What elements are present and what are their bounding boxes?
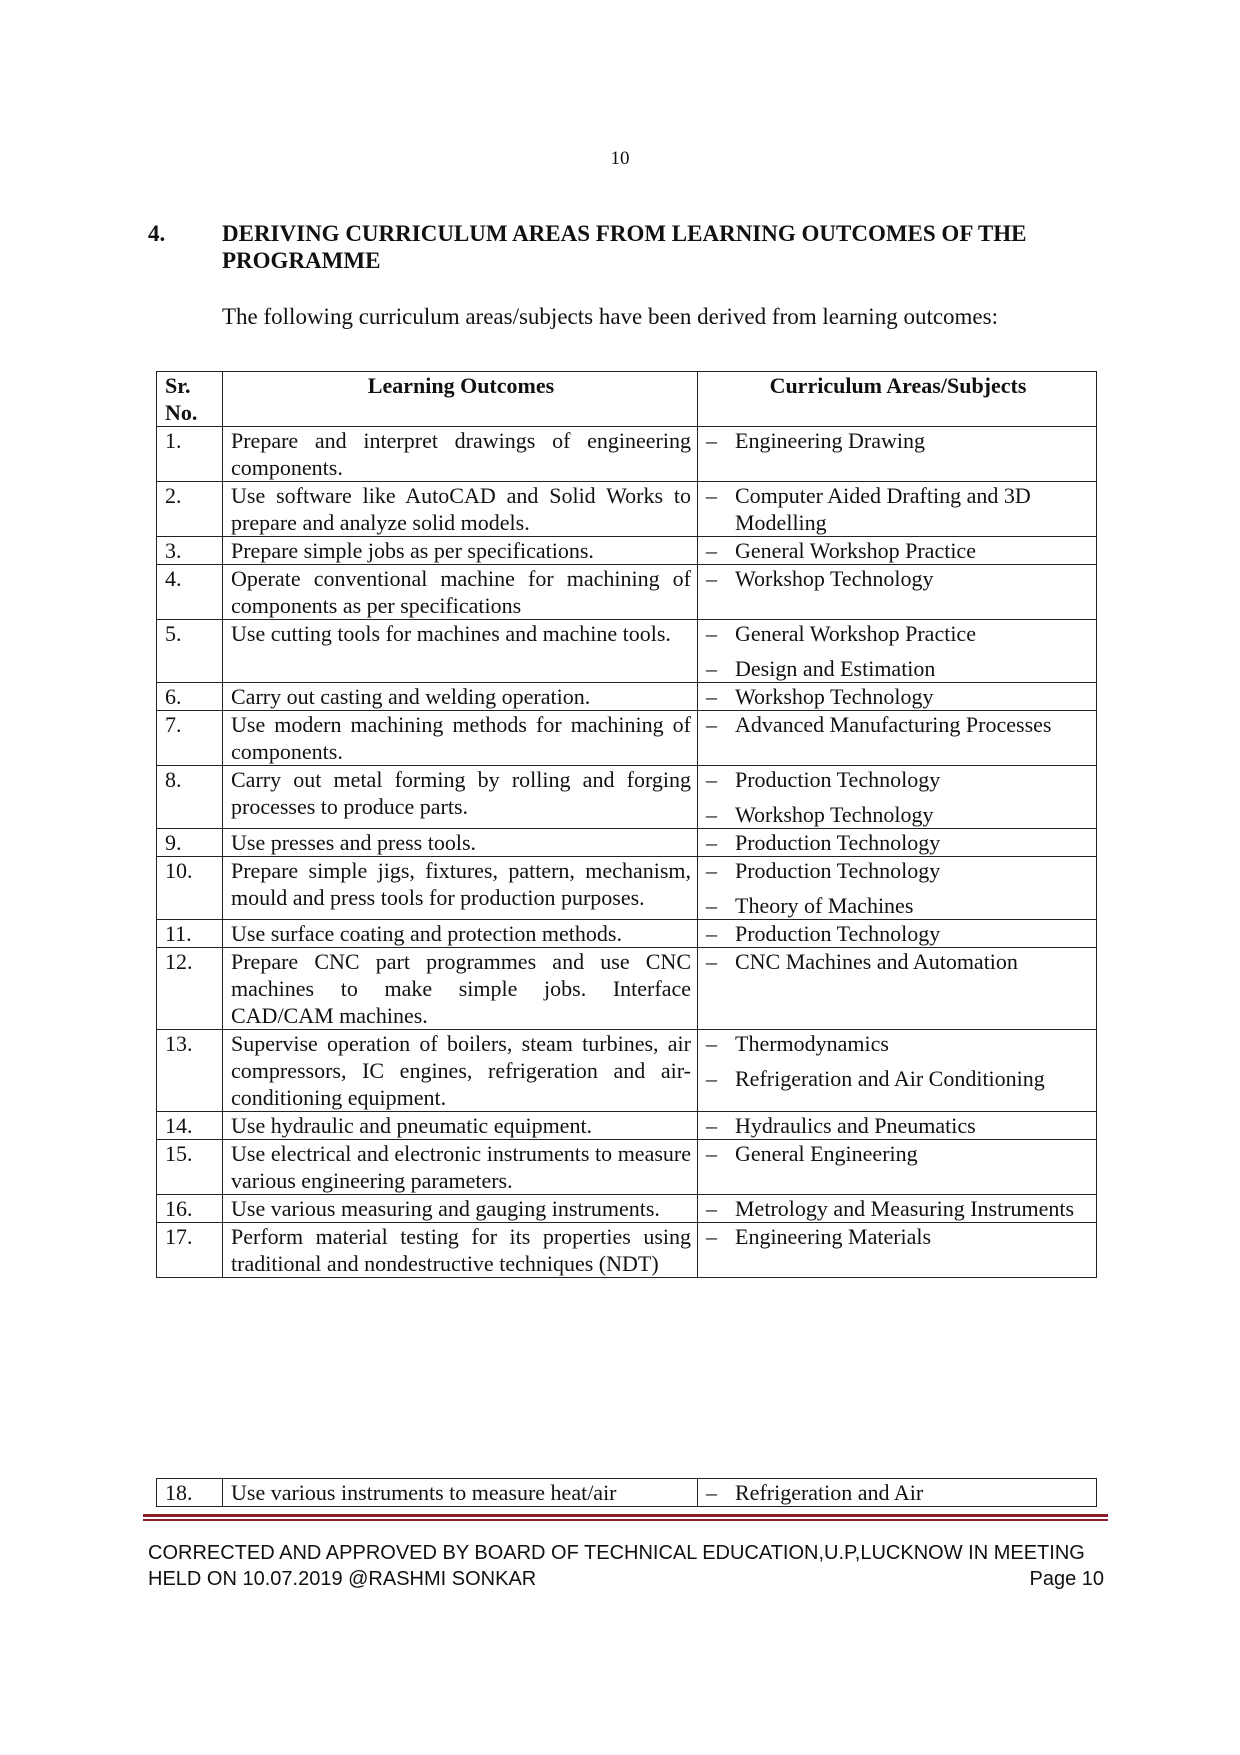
table-row	[157, 948, 1097, 1030]
dash-bullet: –	[706, 830, 717, 855]
header-learning-outcomes: Learning Outcomes	[223, 372, 698, 427]
row-sr-no: 9.	[157, 829, 223, 857]
row-curriculum-areas	[698, 766, 1097, 829]
dash-bullet: –	[706, 1066, 717, 1091]
row-learning-outcome: Use electrical and electronic instruments to measure various engineering parameters.	[223, 1140, 698, 1195]
row-learning-outcome: Prepare simple jobs as per specifications.	[223, 537, 698, 565]
subject-label: Production Technology	[735, 921, 941, 946]
dash-bullet: –	[706, 1224, 717, 1249]
footer-line-1: CORRECTED AND APPROVED BY BOARD OF TECHNICAL EDUCATION,U.P,LUCKNOW IN MEETING	[148, 1542, 1085, 1564]
table-row	[157, 766, 1097, 829]
subject-item	[706, 482, 1090, 536]
section-heading	[148, 220, 1098, 274]
dash-bullet: –	[706, 1031, 717, 1056]
row-curriculum-areas	[698, 711, 1097, 766]
subject-label: Advanced Manufacturing Processes	[735, 712, 1052, 737]
subject-label: CNC Machines and Automation	[735, 949, 1018, 974]
row-learning-outcome: Use presses and press tools.	[223, 829, 698, 857]
row-sr-no: 1.	[157, 427, 223, 482]
subject-item	[706, 565, 1090, 592]
dash-bullet: –	[706, 802, 717, 827]
row-learning-outcome: Supervise operation of boilers, steam turbines, air compressors, IC engines, refrigeration and air-conditioning equipment.	[223, 1030, 698, 1112]
subject-label: Production Technology	[735, 830, 941, 855]
row-curriculum-areas	[698, 482, 1097, 537]
table-row	[157, 537, 1097, 565]
table-row	[157, 620, 1097, 683]
row-sr-no: 7.	[157, 711, 223, 766]
subject-label: Design and Estimation	[735, 656, 936, 681]
dash-bullet: –	[706, 1196, 717, 1221]
table-row	[157, 857, 1097, 920]
subject-label: Engineering Materials	[735, 1224, 932, 1249]
row-learning-outcome: Carry out casting and welding operation.	[223, 683, 698, 711]
subject-label: General Workshop Practice	[735, 621, 976, 646]
subject-label: Production Technology	[735, 858, 941, 883]
row-sr-no: 15.	[157, 1140, 223, 1195]
row-curriculum-areas	[698, 829, 1097, 857]
subject-label: Production Technology	[735, 767, 941, 792]
row-learning-outcome: Use various measuring and gauging instruments.	[223, 1195, 698, 1223]
table-row	[157, 1195, 1097, 1223]
subject-label: General Engineering	[735, 1141, 918, 1166]
table-row	[157, 829, 1097, 857]
row-learning-outcome: Use cutting tools for machines and machine tools.	[223, 620, 698, 683]
dash-bullet: –	[706, 566, 717, 591]
row-curriculum-areas	[698, 537, 1097, 565]
table-body	[157, 427, 1097, 1278]
subject-item	[706, 655, 1090, 682]
footer	[148, 1540, 1104, 1592]
row-curriculum-areas	[698, 920, 1097, 948]
subject-label: Theory of Machines	[735, 893, 914, 918]
row-curriculum-areas	[698, 1479, 1097, 1507]
row-learning-outcome: Prepare and interpret drawings of engineering components.	[223, 427, 698, 482]
row-learning-outcome: Carry out metal forming by rolling and forging processes to produce parts.	[223, 766, 698, 829]
subject-label: Refrigeration and Air Conditioning	[735, 1066, 1045, 1091]
row-sr-no: 13.	[157, 1030, 223, 1112]
dash-bullet: –	[706, 656, 717, 681]
subject-item	[706, 920, 1090, 947]
subject-label: Workshop Technology	[735, 684, 934, 709]
dash-bullet: –	[706, 767, 717, 792]
subject-label: Refrigeration and Air	[735, 1480, 924, 1505]
subject-label: Thermodynamics	[735, 1031, 889, 1056]
table-row	[157, 711, 1097, 766]
row-learning-outcome: Prepare simple jigs, fixtures, pattern, mechanism, mould and press tools for production purposes.	[223, 857, 698, 920]
table-row	[157, 482, 1097, 537]
table-row	[157, 1030, 1097, 1112]
dash-bullet: –	[706, 921, 717, 946]
table-body-continued	[157, 1479, 1097, 1507]
table-row	[157, 427, 1097, 482]
row-sr-no: 5.	[157, 620, 223, 683]
outcomes-table	[156, 371, 1097, 1278]
row-sr-no: 16.	[157, 1195, 223, 1223]
subject-item	[706, 766, 1090, 793]
subject-item	[706, 620, 1090, 647]
section-intro: The following curriculum areas/subjects have been derived from learning outcomes:	[222, 304, 998, 329]
subject-item	[706, 1195, 1090, 1222]
dash-bullet: –	[706, 1480, 717, 1505]
dash-bullet: –	[706, 1141, 717, 1166]
row-curriculum-areas	[698, 1030, 1097, 1112]
footer-line-2: HELD ON 10.07.2019 @RASHMI SONKAR	[148, 1568, 537, 1590]
subject-item	[706, 1065, 1090, 1092]
table-row	[157, 1140, 1097, 1195]
row-learning-outcome: Operate conventional machine for machining of components as per specifications	[223, 565, 698, 620]
row-curriculum-areas	[698, 857, 1097, 920]
footer-rule-bottom	[143, 1519, 1108, 1521]
subject-item	[706, 1223, 1090, 1250]
row-learning-outcome: Use hydraulic and pneumatic equipment.	[223, 1112, 698, 1140]
subject-item	[706, 1112, 1090, 1139]
subject-label: Computer Aided Drafting and 3D Modelling	[735, 483, 1031, 535]
row-sr-no: 6.	[157, 683, 223, 711]
dash-bullet: –	[706, 893, 717, 918]
subject-item	[706, 857, 1090, 884]
dash-bullet: –	[706, 949, 717, 974]
subject-item	[706, 1479, 1090, 1506]
dash-bullet: –	[706, 428, 717, 453]
row-sr-no: 8.	[157, 766, 223, 829]
table-row	[157, 1479, 1097, 1507]
row-sr-no: 10.	[157, 857, 223, 920]
dash-bullet: –	[706, 712, 717, 737]
header-curriculum-areas: Curriculum Areas/Subjects	[698, 372, 1097, 427]
subject-label: Hydraulics and Pneumatics	[735, 1113, 976, 1138]
dash-bullet: –	[706, 621, 717, 646]
dash-bullet: –	[706, 684, 717, 709]
subject-label: Metrology and Measuring Instruments	[735, 1196, 1075, 1221]
row-curriculum-areas	[698, 948, 1097, 1030]
row-sr-no: 14.	[157, 1112, 223, 1140]
row-learning-outcome: Perform material testing for its properties using traditional and nondestructive techniques (NDT)	[223, 1223, 698, 1278]
outcomes-table-continued	[156, 1478, 1097, 1507]
row-curriculum-areas	[698, 565, 1097, 620]
section-title: DERIVING CURRICULUM AREAS FROM LEARNING OUTCOMES OF THE PROGRAMME	[222, 221, 1027, 273]
subject-item	[706, 892, 1090, 919]
table-header-row	[157, 372, 1097, 427]
table-row	[157, 1223, 1097, 1278]
row-sr-no: 12.	[157, 948, 223, 1030]
footer-rule-top	[143, 1514, 1108, 1517]
table-row	[157, 565, 1097, 620]
dash-bullet: –	[706, 538, 717, 563]
row-sr-no: 2.	[157, 482, 223, 537]
subject-item	[706, 801, 1090, 828]
table-row	[157, 920, 1097, 948]
subject-label: Engineering Drawing	[735, 428, 925, 453]
page-number-top: 10	[610, 148, 630, 169]
subject-label: Workshop Technology	[735, 802, 934, 827]
row-learning-outcome: Use surface coating and protection methods.	[223, 920, 698, 948]
dash-bullet: –	[706, 1113, 717, 1138]
header-sr-no: Sr. No.	[157, 372, 223, 427]
row-learning-outcome: Use modern machining methods for machining of components.	[223, 711, 698, 766]
subject-item	[706, 683, 1090, 710]
subject-item	[706, 829, 1090, 856]
subject-item	[706, 537, 1090, 564]
row-sr-no: 18.	[157, 1479, 223, 1507]
dash-bullet: –	[706, 858, 717, 883]
subject-label: Workshop Technology	[735, 566, 934, 591]
row-sr-no: 4.	[157, 565, 223, 620]
row-sr-no: 17.	[157, 1223, 223, 1278]
subject-item	[706, 1140, 1090, 1167]
row-learning-outcome: Use various instruments to measure heat/air	[223, 1479, 698, 1507]
row-curriculum-areas	[698, 1195, 1097, 1223]
subject-label: General Workshop Practice	[735, 538, 976, 563]
row-curriculum-areas	[698, 427, 1097, 482]
table-row	[157, 683, 1097, 711]
subject-item	[706, 711, 1090, 738]
subject-item	[706, 1030, 1090, 1057]
row-curriculum-areas	[698, 1140, 1097, 1195]
subject-item	[706, 427, 1090, 454]
row-learning-outcome: Prepare CNC part programmes and use CNC machines to make simple jobs. Interface CAD/CAM machines.	[223, 948, 698, 1030]
section-number: 4.	[148, 221, 166, 246]
row-curriculum-areas	[698, 620, 1097, 683]
row-curriculum-areas	[698, 1223, 1097, 1278]
table-row	[157, 1112, 1097, 1140]
row-curriculum-areas	[698, 683, 1097, 711]
dash-bullet: –	[706, 483, 717, 508]
subject-item	[706, 948, 1090, 975]
row-sr-no: 11.	[157, 920, 223, 948]
row-sr-no: 3.	[157, 537, 223, 565]
row-curriculum-areas	[698, 1112, 1097, 1140]
footer-page-label: Page 10	[1029, 1568, 1104, 1590]
row-learning-outcome: Use software like AutoCAD and Solid Works to prepare and analyze solid models.	[223, 482, 698, 537]
